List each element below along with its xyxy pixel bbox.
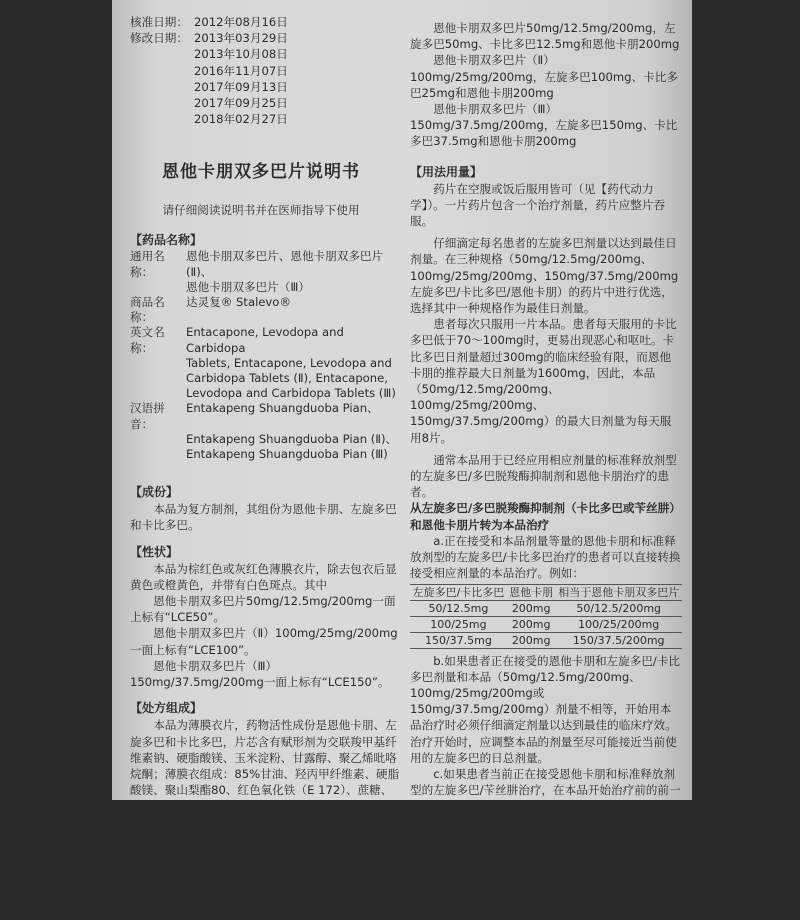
- character-line: 恩他卡朋双多巴片（Ⅲ）150mg/37.5mg/200mg一面上标有“LCE150”。: [130, 658, 390, 690]
- table-row: [410, 616, 682, 632]
- table-header-row: [410, 584, 682, 600]
- spec-item: 恩他卡朋双多巴片（Ⅱ）100mg/25mg/200mg，左旋多巴100mg、卡比多巴25mg和恩他卡朋200mg: [410, 53, 678, 100]
- composition-text: 本品为薄膜衣片，药物活性成份是恩他卡朋、左旋多巴和卡比多巴，片芯含有赋形剂为交联羧甲基纤维素钠、硬脂酸镁、玉米淀粉、甘露醇、聚乙烯吡咯烷酮；薄膜衣组成：85%甘油、羟丙甲纤维素、硬脂酸镁、聚山梨酯80、红色氧化铁（E 172）、蔗糖、二氧化钛（E 171）、黄色氧化铁（E 172）。: [130, 718, 400, 814]
- dose-conversion-table: [410, 584, 682, 649]
- table-cell: 150/37.5mg: [410, 632, 507, 648]
- indication-text: 本品用于治疗经左旋多巴/多巴脱羧酶（DDC）抑制剂疗法未能控制的出现或伴有“剂末”运动功能波动的成人帕金森病患者。: [130, 842, 398, 889]
- section-heading-character: 【性状】: [130, 544, 179, 559]
- modify-date: 2017年09月25日: [194, 96, 288, 111]
- spec-line: [130, 904, 402, 920]
- usage-paragraph: 患者每次只服用一片本品。患者每天服用的卡比多巴低于70～100mg时，更易出现恶心和呕吐。卡比多巴日剂量超过300mg的临床经验有限，而恩他卡朋的推荐最大日剂量为1600mg，因此，本品（50mg/12.5mg/200mg、100mg/25mg/200mg、150mg/37.5mg/200mg）的最大日剂量为每天服用8片。: [410, 317, 677, 445]
- section-heading-spec: 【规格】: [130, 905, 177, 920]
- revision-dates: [130, 14, 402, 127]
- english-name-label: 英文名称：: [130, 325, 165, 355]
- approve-label: 核准日期：: [130, 15, 188, 29]
- modify-date: 2013年03月29日: [194, 31, 288, 46]
- pinyin-name: Entakapeng Shuangduoba Pian (Ⅱ)、: [186, 431, 398, 446]
- modify-date: 2017年09月13日: [194, 79, 288, 94]
- table-cell: 50/12.5mg: [410, 600, 507, 616]
- table-header: 恩他卡朋: [507, 584, 556, 600]
- no-entacapone-heading: 当前未接受恩他卡朋治疗的患者转而接受本品治疗: [410, 847, 666, 862]
- document-subtitle: 请仔细阅读说明书并在医师指导下使用: [162, 203, 360, 218]
- left-column: [130, 0, 402, 920]
- table-cell: 100/25mg: [410, 616, 507, 632]
- table-cell: 200mg: [507, 632, 556, 648]
- table-header: 相当于恩他卡朋双多巴片: [555, 584, 682, 600]
- document-title: 恩他卡朋双多巴片说明书: [162, 162, 360, 183]
- english-name: Carbidopa Tablets (Ⅱ), Entacapone,: [186, 371, 388, 386]
- spec-item: 恩他卡朋双多巴片50mg/12.5mg/200mg，左旋多巴50mg、卡比多巴12.5mg和恩他卡朋200mg: [410, 21, 680, 52]
- character-line: 恩他卡朋双多巴片（Ⅱ）100mg/25mg/200mg一面上标有“LCE100”。: [130, 626, 398, 657]
- spec-item: 恩他卡朋双多巴片（Ⅲ）150mg/37.5mg/200mg，左旋多巴150mg、卡比多巴37.5mg和恩他卡朋200mg: [410, 102, 678, 149]
- character-text: 本品为棕红色或灰红色薄膜衣片，除去包衣后显黄色或橙黄色，并带有白色斑点。其中: [130, 561, 397, 592]
- approve-date: 2012年08月16日: [194, 15, 288, 29]
- pinyin-label: 汉语拼音：: [130, 401, 165, 431]
- section-heading-composition: 【处方组成】: [130, 701, 203, 716]
- general-name: 恩他卡朋双多巴片（Ⅲ）: [186, 279, 310, 294]
- drug-name-block: [130, 249, 402, 462]
- english-name: Tablets, Entacapone, Levodopa and: [186, 355, 392, 370]
- character-line: 恩他卡朋双多巴片50mg/12.5mg/200mg一面上标有“LCE50”。: [130, 594, 396, 625]
- spec-text: 三种规格: [176, 905, 223, 920]
- section-heading-usage: 【用法用量】: [410, 164, 483, 179]
- table-cell: 100/25/200mg: [555, 616, 682, 632]
- usage-paragraph: b.如果患者正在接受的恩他卡朋和左旋多巴/卡比多巴剂量和本品（50mg/12.5mg/200mg、100mg/25mg/200mg或150mg/37.5mg/200mg）剂量不相等，开始用本品治疗时必须仔细滴定剂量以达到最佳的临床疗效。治疗开始时，应调整本品的剂量至尽可能接近当前使用的左旋多巴的日总剂量。: [410, 653, 681, 765]
- pinyin-name: Entakapeng Shuangduoba Pian、: [186, 401, 379, 416]
- usage-paragraph: 通常本品用于已经应用相应剂量的标准释放剂型的左旋多巴/多巴脱羧酶抑制剂和恩他卡朋治疗的患者。: [410, 452, 677, 500]
- general-name: 恩他卡朋双多巴片、恩他卡朋双多巴片(Ⅱ)、: [186, 249, 384, 279]
- english-name: Entacapone, Levodopa and Carbidopa: [186, 325, 344, 355]
- ingredients-text: 本品为复方制剂，其组份为恩他卡朋、左旋多巴和卡比多巴。: [130, 502, 397, 533]
- modify-date: 2013年10月08日: [194, 47, 288, 62]
- table-header: 左旋多巴/卡比多巴: [410, 584, 507, 600]
- general-name-label: 通用名称：: [130, 249, 165, 279]
- section-heading-indication: 【适应症】: [130, 825, 191, 840]
- english-name: Levodopa and Carbidopa Tablets (Ⅲ): [186, 386, 396, 401]
- trade-name: 达灵复® Stalevo®: [186, 295, 291, 310]
- table-cell: 50/12.5/200mg: [555, 600, 682, 616]
- modify-date: 2016年11月07日: [194, 63, 288, 78]
- section-heading-ingredients: 【成份】: [130, 485, 179, 500]
- trade-name-label: 商品名称：: [130, 295, 165, 325]
- right-column: [410, 20, 682, 912]
- section-heading-name: 【药品名称】: [130, 233, 203, 248]
- table-row: [410, 632, 682, 648]
- table-cell: 200mg: [507, 616, 556, 632]
- table-cell: 200mg: [507, 600, 556, 616]
- modify-date: 2018年02月27日: [194, 112, 288, 127]
- leaflet-page: [112, 0, 692, 920]
- usage-paragraph: a.正在接受和本品剂量等量的恩他卡朋和标准释放剂型的左旋多巴/卡比多巴治疗的患者可以直接转换接受相应剂量的本品治疗。例如：: [410, 533, 681, 581]
- table-row: [410, 600, 682, 616]
- table-cell: 150/37.5/200mg: [555, 632, 682, 648]
- usage-paragraph: 仔细滴定每名患者的左旋多巴剂量以达到最佳日剂量。在三种规格（50mg/12.5mg/200mg、100mg/25mg/200mg、150mg/37.5mg/200mg左旋多巴/卡比多巴/恩他卡朋）的药片中进行优选，选择其中一种规格作为最佳日剂量。: [410, 236, 679, 316]
- usage-paragraph: c.如果患者当前正在接受恩他卡朋和标准释放剂型的左旋多巴/苄丝肼治疗，在本品开始治疗前的前一天晚上应停用左旋多巴/苄丝肼，第二天早晨开始服用本品。首剂本品中的左旋多巴的含量应等于或略微超过（5~10%）当前使用的左旋多巴剂量。: [410, 766, 681, 846]
- usage-paragraph: 药片在空腹或饭后服用皆可（见【药代动力学】）。一片药片包含一个治疗剂量，药片应整片吞服。: [410, 181, 666, 229]
- pinyin-name: Entakapeng Shuangduoba Pian (Ⅲ): [186, 447, 388, 462]
- switch-heading: 从左旋多巴/多巴脱羧酶抑制剂（卡比多巴或苄丝肼）和恩他卡朋片转为本品治疗: [410, 501, 681, 532]
- modify-label: 修改日期：: [130, 31, 188, 46]
- usage-paragraph: 某些正在接受标准释放剂型的左旋多巴/多巴脱羧酶抑制剂治疗但症状不稳定的帕金森病和“剂末”运动功能波动患者可考虑用相应剂量的本品治疗。但: [410, 864, 681, 911]
